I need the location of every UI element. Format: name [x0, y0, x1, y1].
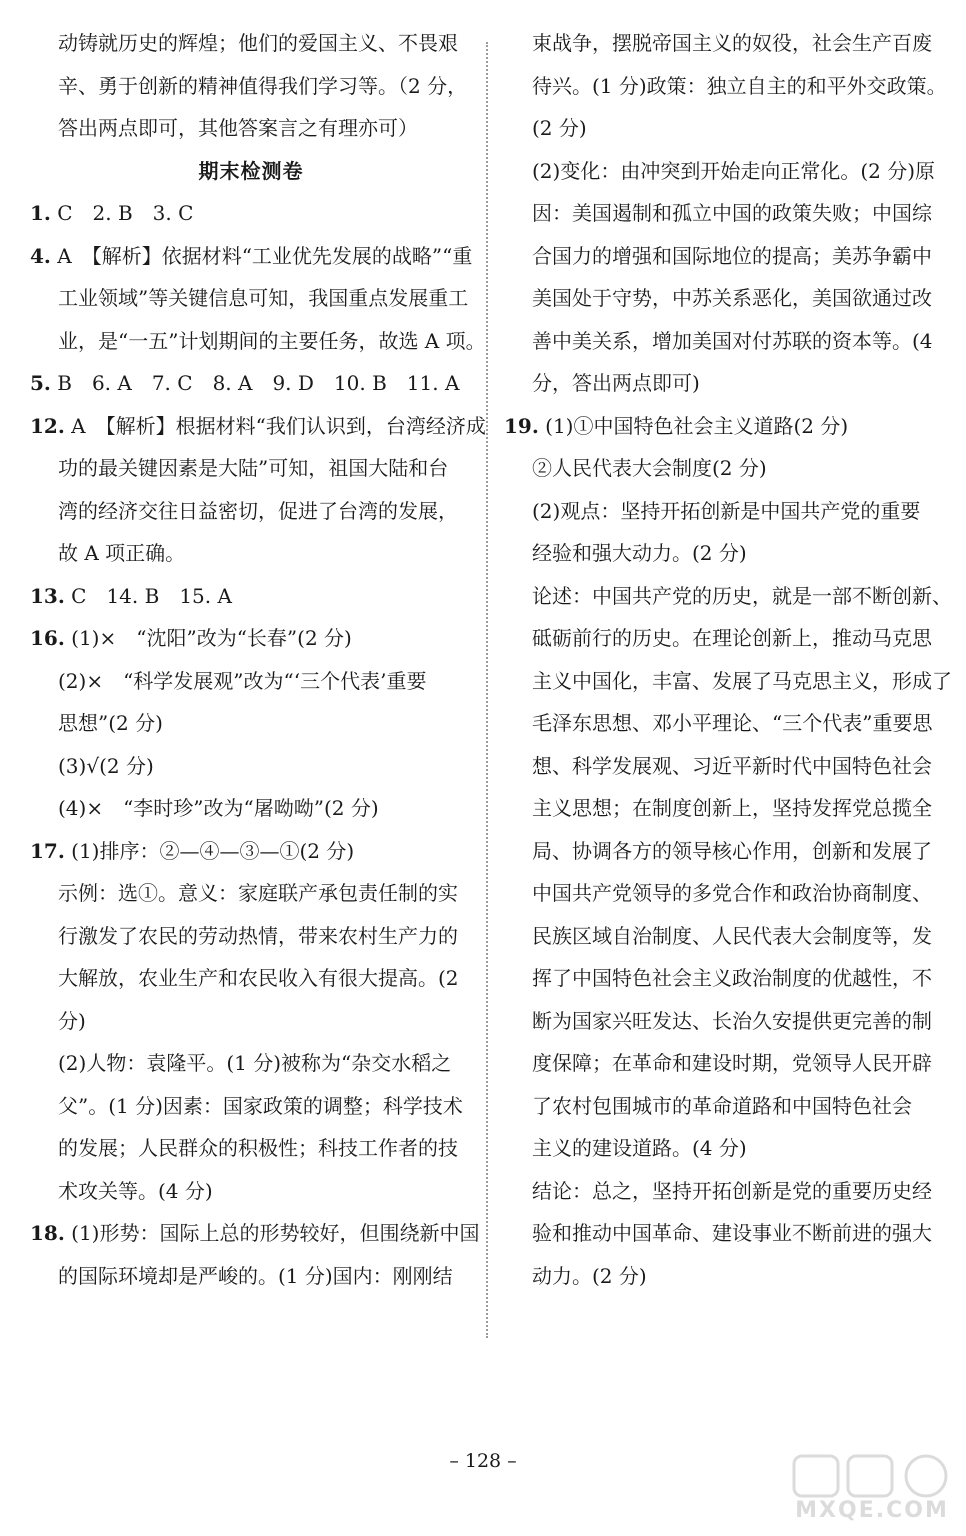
answer-line — [30, 915, 472, 958]
answer-line — [504, 745, 940, 788]
answer-line — [504, 1255, 940, 1298]
answer-line — [30, 320, 486, 363]
answer-text: 合国力的增强和国际地位的提高；美苏争霸中 — [532, 243, 932, 268]
right-column — [504, 22, 952, 1297]
answer-line — [30, 617, 472, 660]
answer-text: 主义中国化，丰富、发展了马克思主义，形成了 — [532, 668, 952, 693]
answer-line — [504, 1000, 940, 1043]
answer-text: 结论：总之，坚持开拓创新是党的重要历史经 — [532, 1178, 932, 1203]
answer-text: 了农村包围城市的革命道路和中国特色社会 — [532, 1093, 912, 1118]
answer-text: 挥了中国特色社会主义政治制度的优越性，不 — [532, 966, 932, 990]
answer-text: (2 分) — [532, 116, 587, 140]
answer-line — [30, 1042, 472, 1085]
answer-line — [504, 957, 940, 1000]
answer-text: 待兴。(1 分)政策：独立自主的和平外交政策。 — [532, 73, 947, 98]
answer-text: 思想”(2 分) — [58, 711, 163, 735]
answer-text: C 2. B 3. C — [50, 201, 194, 225]
answer-text: A 【解析】根据材料“我们认识到，台湾经济成 — [64, 413, 486, 438]
answer-line — [30, 787, 472, 830]
answer-text: 验和推动中国革命、建设事业不断前进的强大 — [532, 1221, 932, 1245]
answer-text: 答出两点即可，其他答案言之有理亦可） — [58, 116, 418, 140]
answer-text: 行激发了农民的劳动热情，带来农村生产力的 — [58, 923, 458, 948]
answer-line — [30, 702, 472, 745]
question-number: 18. — [30, 1221, 65, 1245]
answer-text: (1)①中国特色社会主义道路(2 分) — [538, 413, 849, 438]
answer-line — [504, 872, 940, 915]
page-number: – 128 – — [449, 1450, 517, 1472]
section-title — [30, 150, 472, 193]
question-number: 19. — [504, 413, 539, 438]
answer-line — [30, 405, 486, 448]
answer-text: (1)形势：国际上总的形势较好，但围绕新中国 — [64, 1221, 480, 1245]
answer-line — [504, 150, 940, 193]
answer-text: 善中美关系，增加美国对付苏联的资本等。(4 — [532, 328, 933, 353]
answer-line — [30, 532, 472, 575]
answer-line — [30, 1127, 472, 1170]
answer-text: 期末检测卷 — [198, 158, 304, 183]
answer-text: B 6. A 7. C 8. A 9. D 10. B 11. A — [50, 371, 460, 395]
left-column — [30, 22, 486, 1297]
answer-line — [504, 1042, 940, 1085]
answer-line — [504, 490, 940, 533]
answer-text: 民族区域自治制度、人民代表大会制度等，发 — [532, 923, 932, 948]
answer-text: (3)√(2 分) — [58, 753, 154, 778]
answer-text: A 【解析】依据材料“工业优先发展的战略”“重 — [50, 243, 473, 268]
answer-line — [30, 1085, 472, 1128]
answer-line — [30, 575, 472, 618]
answer-line — [504, 1085, 940, 1128]
answer-text: 父”。(1 分)因素：国家政策的调整；科学技术 — [58, 1093, 463, 1118]
question-number: 5. — [30, 371, 51, 395]
answer-line — [504, 1170, 940, 1213]
answer-line — [30, 1212, 480, 1255]
answer-text: ②人民代表大会制度(2 分) — [532, 456, 767, 480]
answer-text: (2)人物：袁隆平。(1 分)被称为“杂交水稻之 — [58, 1051, 452, 1075]
answer-text: 工业领域”等关键信息可知，我国重点发展重工 — [58, 286, 469, 310]
answer-line — [30, 490, 472, 533]
answer-text: 业，是“一五”计划期间的主要任务，故选 A 项。 — [58, 328, 486, 353]
answer-line — [30, 1170, 472, 1213]
answer-line — [504, 277, 940, 320]
answer-text: 经验和强大动力。(2 分) — [532, 541, 747, 565]
answer-line — [30, 872, 472, 915]
answer-text: 动力。(2 分) — [532, 1263, 647, 1288]
answer-text: 束战争，摆脱帝国主义的奴役，社会生产百废 — [532, 31, 932, 55]
answer-text: 分，答出两点即可) — [532, 371, 700, 395]
answer-text: 因：美国遏制和孤立中国的政策失败；中国综 — [532, 201, 932, 225]
answer-text: 动铸就历史的辉煌；他们的爱国主义、不畏艰 — [58, 31, 458, 55]
answer-text: 想、科学发展观、习近平新时代中国特色社会 — [532, 753, 932, 778]
answer-text: (1)× “沈阳”改为“长春”(2 分) — [64, 626, 352, 650]
answer-text: (2)× “科学发展观”改为“‘三个代表’重要 — [58, 668, 427, 693]
answer-text: 的国际环境却是严峻的。(1 分)国内：刚刚结 — [58, 1263, 453, 1288]
answer-line — [504, 362, 940, 405]
answer-line — [30, 1000, 472, 1043]
answer-text: 断为国家兴旺发达、长治久安提供更完善的制 — [532, 1008, 932, 1033]
answer-text: (2)观点：坚持开拓创新是中国共产党的重要 — [532, 498, 921, 523]
answer-line — [30, 277, 472, 320]
answer-line — [504, 405, 940, 448]
answer-line — [504, 22, 940, 65]
answer-text: 毛泽东思想、邓小平理论、“三个代表”重要思 — [532, 711, 933, 735]
answer-line — [504, 660, 952, 703]
answer-text: 辛、勇于创新的精神值得我们学习等。（2 分， — [58, 73, 468, 98]
answer-line — [30, 1255, 472, 1298]
answer-line — [30, 660, 472, 703]
question-number: 12. — [30, 413, 65, 438]
answer-line — [30, 447, 472, 490]
answer-text: 术攻关等。(4 分) — [58, 1178, 213, 1203]
answer-text: 主义的建设道路。(4 分) — [532, 1136, 747, 1160]
answer-line — [504, 830, 940, 873]
answer-line — [30, 22, 472, 65]
watermark-domain: MXQE.COM — [795, 1498, 949, 1523]
watermark-logo — [786, 1452, 958, 1530]
answer-text: 美国处于守势，中苏关系恶化，美国欲通过改 — [532, 286, 932, 310]
answer-line — [504, 235, 940, 278]
answer-text: 的发展；人民群众的积极性；科技工作者的技 — [58, 1136, 458, 1160]
answer-text: (2)变化：由冲突到开始走向正常化。(2 分)原 — [532, 158, 936, 183]
answer-line — [30, 65, 472, 108]
answer-line — [504, 1212, 940, 1255]
answer-text: (4)× “李时珍”改为“屠呦呦”(2 分) — [58, 796, 379, 820]
answer-line — [30, 362, 472, 405]
answer-text: 湾的经济交往日益密切，促进了台湾的发展， — [58, 498, 458, 523]
question-number: 16. — [30, 626, 65, 650]
answer-line — [504, 1127, 940, 1170]
answer-text: 大解放，农业生产和农民收入有很大提高。(2 — [58, 966, 459, 990]
answer-line — [504, 320, 940, 363]
answer-text: 故 A 项正确。 — [58, 541, 186, 565]
answer-text: 论述：中国共产党的历史，就是一部不断创新、 — [532, 583, 952, 608]
answer-line — [30, 107, 472, 150]
answer-text: 砥砺前行的历史。在理论创新上，推动马克思 — [532, 626, 932, 650]
answer-line — [504, 532, 940, 575]
answer-line — [504, 65, 947, 108]
column-divider — [486, 42, 488, 1338]
question-number: 4. — [30, 243, 51, 268]
answer-text: C 14. B 15. A — [64, 583, 232, 608]
answer-line — [504, 447, 940, 490]
answer-text: 主义思想；在制度创新上，坚持发挥党总揽全 — [532, 796, 932, 820]
answer-text: 中国共产党领导的多党合作和政治协商制度、 — [532, 881, 932, 905]
answer-text: 分) — [58, 1008, 86, 1033]
answer-line — [30, 192, 472, 235]
answer-line — [30, 830, 472, 873]
answer-line — [30, 745, 472, 788]
answer-line — [504, 787, 940, 830]
answer-text: 局、协调各方的领导核心作用，创新和发展了 — [532, 838, 932, 863]
answer-line — [30, 235, 472, 278]
answer-line — [504, 107, 940, 150]
question-number: 13. — [30, 583, 65, 608]
answer-text: (1)排序：②—④—③—①(2 分) — [64, 838, 355, 863]
answer-text: 功的最关键因素是大陆”可知，祖国大陆和台 — [58, 456, 449, 480]
answer-text: 示例：选①。意义：家庭联产承包责任制的实 — [58, 881, 458, 905]
question-number: 17. — [30, 838, 65, 863]
answer-line — [30, 957, 472, 1000]
answer-line — [504, 192, 940, 235]
answer-line — [504, 915, 940, 958]
question-number: 1. — [30, 201, 51, 225]
answer-line — [504, 617, 940, 660]
answer-line — [504, 575, 952, 618]
answer-text: 度保障；在革命和建设时期，党领导人民开辟 — [532, 1051, 932, 1075]
answer-line — [504, 702, 940, 745]
